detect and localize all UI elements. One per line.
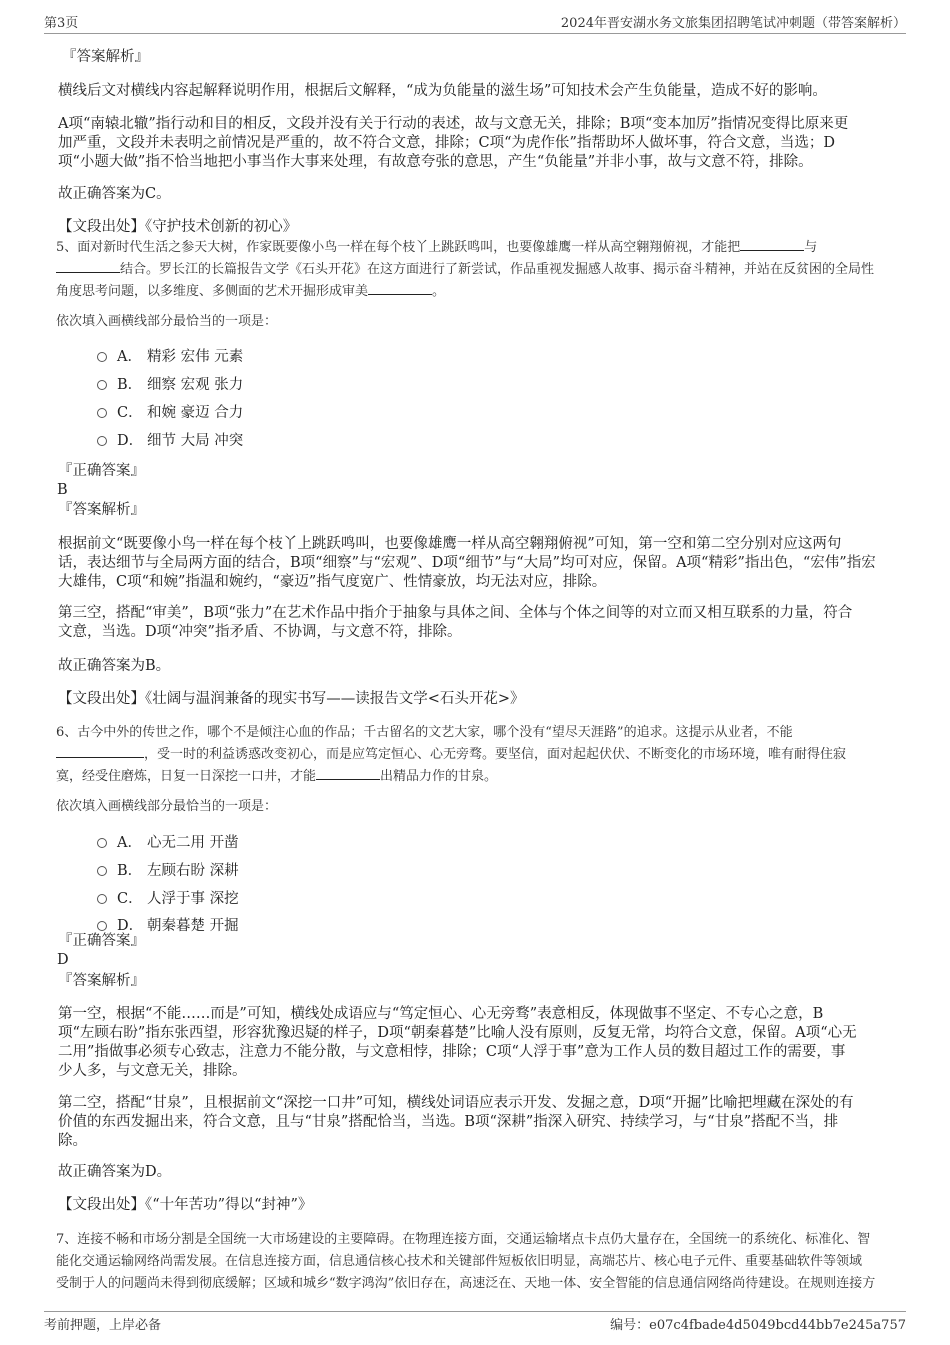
- fill-blank: [316, 767, 380, 780]
- text-line: 加严重，文段并未表明之前情况是严重的，故不符合文意，排除；C项“为虎作伥”指帮助坏人做坏事，符合文意，当选；D: [58, 135, 836, 151]
- text-line: 寞，经受住磨炼，日复一日深挖一口井，才能 出精品力作的甘泉。: [56, 769, 498, 784]
- text-line: 受制于人的问题尚未得到彻底缓解；区域和城乡“数字鸿沟”依旧存在，高速泛在、天地一体、安全智能的信息通信网络尚待建设。在规则连接方: [56, 1276, 876, 1291]
- q4-conclusion: 故正确答案为C。: [58, 186, 171, 202]
- q5-analysis-p2: [58, 604, 852, 642]
- q6-stem: [56, 722, 906, 788]
- document-title: 2024年晋安湖水务文旅集团招聘笔试冲刺题（带答案解析）: [560, 16, 906, 31]
- q6-option-b[interactable]: B． 左顾右盼 深耕: [97, 861, 239, 881]
- fill-blank: [740, 238, 804, 251]
- text-line: 项“左顾右盼”指东张西望，形容犹豫迟疑的样子，D项“朝秦暮楚”比喻人没有原则，反复无常，均符合文意，保留。A项“心无: [58, 1025, 857, 1041]
- radio-icon[interactable]: [97, 866, 107, 876]
- fill-blank: [56, 260, 120, 273]
- text-line: 第三空，搭配“审美”，B项“张力”在艺术作品中指介于抽象与具体之间、全体与个体之间等的对立而又相互联系的力量，符合: [58, 605, 853, 621]
- q6-option-a[interactable]: A． 心无二用 开凿: [97, 833, 239, 853]
- q4-analysis-label: 『答案解析』: [62, 49, 149, 65]
- fill-blank: [368, 282, 432, 295]
- text-line: 价值的东西发掘出来，符合文意，且与“甘泉”搭配恰当，当选。B项“深耕”指深入研究、持续学习，与“甘泉”搭配不当，排: [58, 1114, 839, 1130]
- text-line: 5、面对新时代生活之参天大树，作家既要像小鸟一样在每个枝丫上跳跃鸣叫，也要像雄鹰一样从高空翱翔俯视，才能把 与: [56, 240, 818, 255]
- text-line: 文意，当选。D项“冲突”指矛盾、不协调，与文意不符，排除。: [58, 624, 462, 640]
- footer-slogan: 考前押题，上岸必备: [44, 1318, 162, 1333]
- text-line: 根据前文“既要像小鸟一样在每个枝丫上跳跃鸣叫，也要像雄鹰一样从高空翱翔俯视”可知，第一空和第二空分别对应这两句: [58, 536, 842, 552]
- text-line: 7、连接不畅和市场分割是全国统一大市场建设的主要障碍。在物理连接方面，交通运输堵点卡点仍大量存在，全国统一的系统化、标准化、智: [56, 1232, 871, 1247]
- page-number: 第3页: [44, 16, 79, 31]
- text-line: 话，表达细节与全局两方面的结合，B项“细察”与“宏观”、D项“细节”与“大局”均可对应，保留。A项“精彩”指出色，“宏伟”指宏: [58, 555, 876, 571]
- q4-analysis-p1: 横线后文对横线内容起解释说明作用，根据后文解释，“成为负能量的滋生场”可知技术会产生负能量，造成不好的影响。: [58, 83, 827, 99]
- q6-answer-label: 『正确答案』: [58, 933, 145, 949]
- q6-source: 【文段出处】《“十年苦功”得以“封神”》: [58, 1197, 313, 1213]
- radio-icon[interactable]: [97, 436, 107, 446]
- q5-analysis-p1: [58, 535, 876, 592]
- q4-analysis-p2: [58, 115, 848, 172]
- footer-divider: [44, 1311, 906, 1312]
- text-line: 项“小题大做”指不恰当地把小事当作大事来处理，有故意夸张的意思，产生“负能量”并非小事，故与文意不符，排除。: [58, 154, 813, 170]
- radio-icon[interactable]: [97, 894, 107, 904]
- document-code: 编号：e07c4fbade4d5049bcd44bb7e245a757: [610, 1318, 906, 1333]
- q7-stem: [56, 1229, 906, 1295]
- q6-conclusion: 故正确答案为D。: [58, 1164, 172, 1180]
- q6-answer: D: [57, 952, 69, 968]
- text-line: 除。: [58, 1133, 87, 1149]
- text-line: 少人多，与文意无关，排除。: [58, 1063, 247, 1079]
- q5-conclusion: 故正确答案为B。: [58, 658, 171, 674]
- radio-icon[interactable]: [97, 408, 107, 418]
- q5-analysis-label: 『答案解析』: [58, 502, 145, 518]
- q6-prompt: 依次填入画横线部分最恰当的一项是：: [56, 799, 278, 814]
- q6-option-c[interactable]: C． 人浮于事 深挖: [97, 889, 239, 909]
- q6-analysis-p2: [58, 1094, 854, 1151]
- radio-icon[interactable]: [97, 838, 107, 848]
- text-line: 大雄伟，C项“和婉”指温和婉约，“豪迈”指气度宽广、性情豪放，均无法对应，排除。: [58, 574, 607, 590]
- text-line: ，受一时的利益诱惑改变初心，而是应笃定恒心、心无旁骛。要坚信，面对起起伏伏、不断变化的市场环境，唯有耐得住寂: [56, 744, 906, 766]
- q4-source: 【文段出处】《守护技术创新的初心》: [58, 219, 298, 235]
- q5-stem: [56, 237, 906, 303]
- q5-prompt: 依次填入画横线部分最恰当的一项是：: [56, 314, 278, 329]
- q5-answer: B: [57, 482, 68, 498]
- radio-icon[interactable]: [97, 921, 107, 931]
- text-line: 二用”指做事必须专心致志，注意力不能分散，与文意相悖，排除；C项“人浮于事”意为工作人员的数目超过工作的需要，事: [58, 1044, 846, 1060]
- fill-blank: [56, 745, 144, 758]
- q6-option-d[interactable]: D． 朝秦暮楚 开掘: [97, 916, 239, 936]
- q5-option-c[interactable]: C． 和婉 豪迈 合力: [97, 403, 243, 423]
- header-divider: [44, 33, 906, 34]
- text-line: 能化交通运输网络尚需发展。在信息连接方面，信息通信核心技术和关键部件短板依旧明显，高端芯片、核心电子元件、重要基础软件等领域: [56, 1254, 863, 1269]
- q6-analysis-label: 『答案解析』: [58, 973, 145, 989]
- q5-option-b[interactable]: B． 细察 宏观 张力: [97, 375, 243, 395]
- radio-icon[interactable]: [97, 380, 107, 390]
- text-line: A项“南辕北辙”指行动和目的相反，文段并没有关于行动的表述，故与文意无关，排除；B项“变本加厉”指情况变得比原来更: [58, 116, 849, 132]
- q5-source: 【文段出处】《壮阔与温润兼备的现实书写——读报告文学<石头开花>》: [58, 691, 525, 707]
- radio-icon[interactable]: [97, 352, 107, 362]
- text-line: 第一空，根据“不能……而是”可知，横线处成语应与“笃定恒心、心无旁骛”表意相反，体现做事不坚定、不专心之意，B: [58, 1006, 824, 1022]
- q5-option-d[interactable]: D． 细节 大局 冲突: [97, 431, 243, 451]
- text-line: 结合。罗长江的长篇报告文学《石头开花》在这方面进行了新尝试，作品重视发掘感人故事、揭示奋斗精神，并站在反贫困的全局性: [56, 259, 906, 281]
- q5-answer-label: 『正确答案』: [58, 463, 145, 479]
- text-line: 第二空，搭配“甘泉”，且根据前文“深挖一口井”可知，横线处词语应表示开发、发掘之意，D项“开掘”比喻把埋藏在深处的有: [58, 1095, 854, 1111]
- q6-analysis-p1: [58, 1005, 857, 1081]
- text-line: 角度思考问题，以多维度、多侧面的艺术开掘形成审美 。: [56, 284, 446, 299]
- q5-option-a[interactable]: A． 精彩 宏伟 元素: [97, 347, 243, 367]
- text-line: 6、古今中外的传世之作，哪个不是倾注心血的作品；千古留名的文艺大家，哪个没有“望尽天涯路”的追求。这提示从业者，不能: [56, 725, 793, 740]
